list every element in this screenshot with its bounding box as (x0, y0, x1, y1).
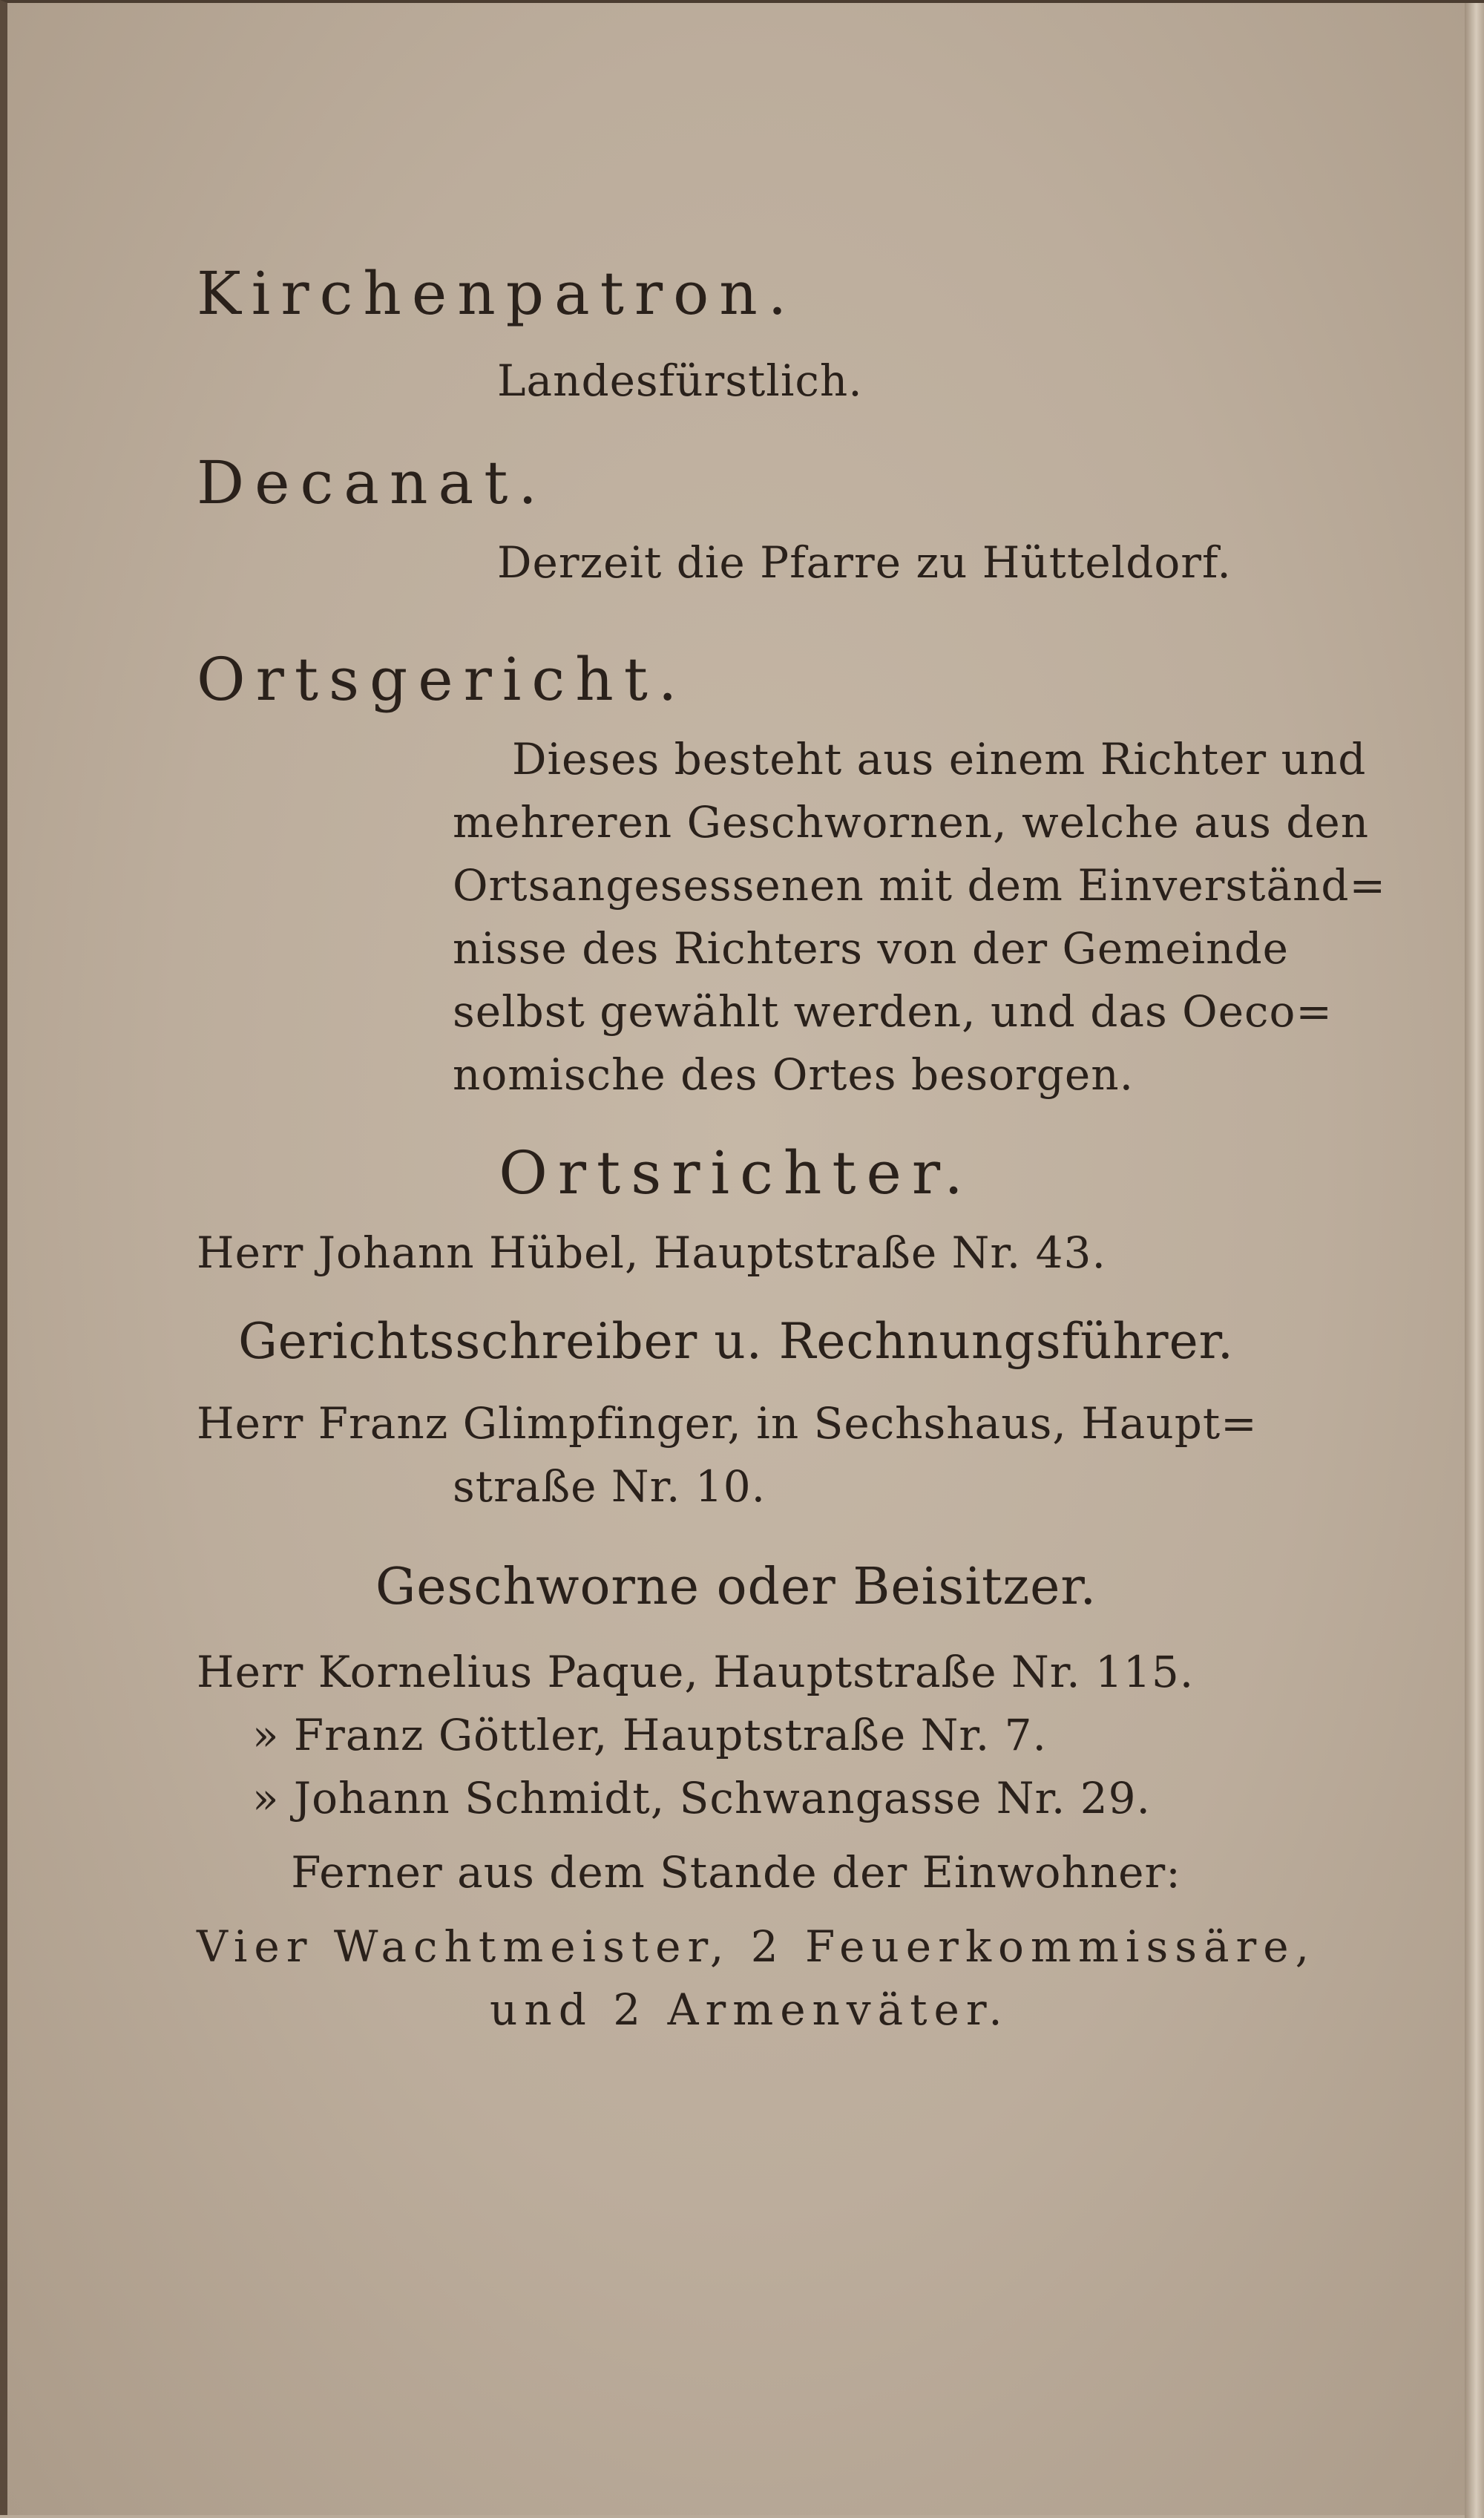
ortsgericht-line-1: Dieses besteht aus einem Richter und (512, 734, 1367, 784)
heading-kirchenpatron: Kirchenpatron. (197, 259, 798, 328)
heading-geschworne: Geschworne oder Beisitzer. (375, 1558, 1097, 1616)
ortsgericht-line-6: nomische des Ortes besorgen. (453, 1049, 1135, 1100)
heading-ortsgericht: Ortsgericht. (197, 645, 688, 714)
ferner-line: Ferner aus dem Stande der Einwohner: (291, 1847, 1181, 1898)
geschworne-line-3: » Johann Schmidt, Schwangasse Nr. 29. (252, 1773, 1151, 1823)
closing-line-2: und 2 Armenväter. (490, 1984, 1009, 2035)
geschworne-line-2: » Franz Göttler, Hauptstraße Nr. 7. (252, 1710, 1047, 1760)
ortsgericht-line-4: nisse des Richters von der Gemeinde (453, 923, 1289, 974)
heading-gerichtsschreiber: Gerichtsschreiber u. Rechnungsführer. (238, 1313, 1234, 1370)
text-kirchenpatron: Landesfürstlich. (497, 355, 863, 406)
ortsgericht-line-3: Ortsangesessenen mit dem Einverständ= (453, 860, 1387, 911)
ortsgericht-line-5: selbst gewählt werden, und das Oeco= (453, 986, 1333, 1037)
heading-decanat: Decanat. (197, 448, 548, 517)
geschworne-line-1: Herr Kornelius Paque, Hauptstraße Nr. 115. (197, 1647, 1195, 1697)
text-decanat: Derzeit die Pfarre zu Hütteldorf. (497, 537, 1232, 588)
page-edge (1465, 3, 1484, 2518)
text-ortsrichter: Herr Johann Hübel, Hauptstraße Nr. 43. (197, 1227, 1106, 1278)
closing-line-1: Vier Wachtmeister, 2 Feuerkommissäre, (197, 1921, 1316, 1972)
gerichtsschreiber-line-1: Herr Franz Glimpfinger, in Sechshaus, Haupt= (197, 1398, 1258, 1449)
heading-ortsrichter: Ortsrichter. (499, 1138, 974, 1207)
gerichtsschreiber-line-2: straße Nr. 10. (453, 1461, 766, 1512)
ortsgericht-line-2: mehreren Geschwornen, welche aus den (453, 797, 1370, 847)
